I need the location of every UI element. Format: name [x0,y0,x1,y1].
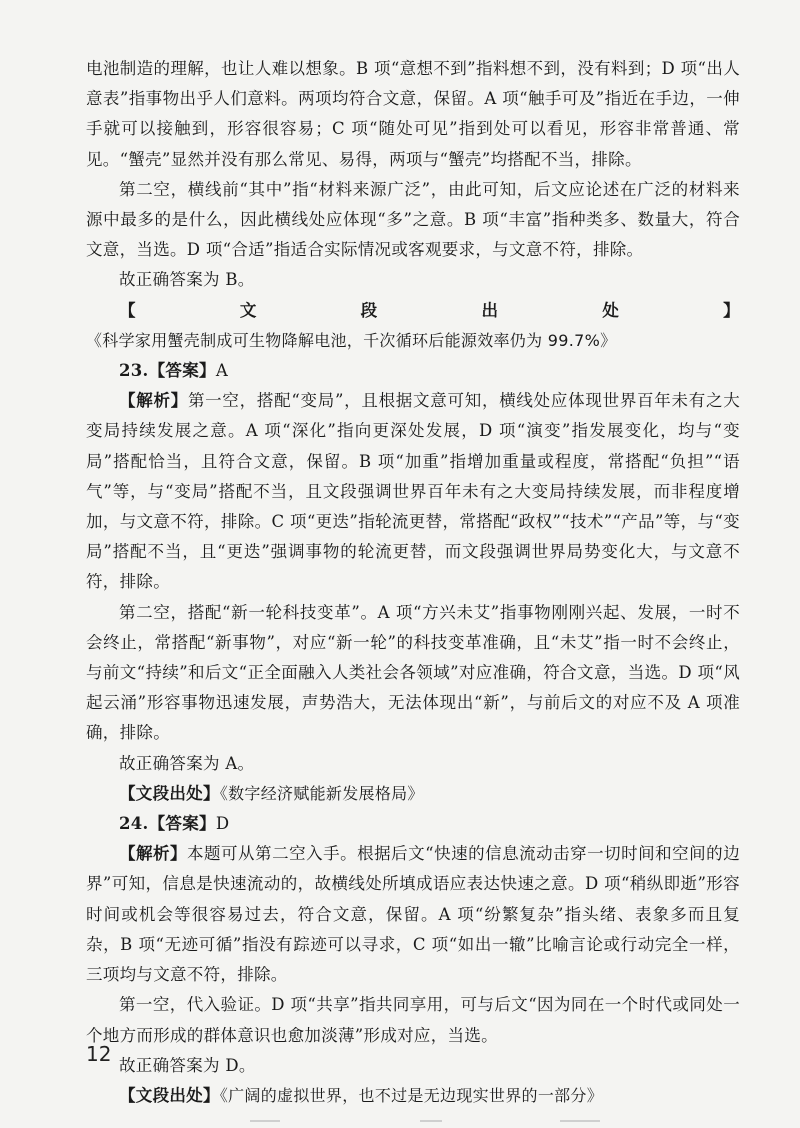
question-23-explanation-2: 第二空，搭配“新一轮科技变革”。A 项“方兴未艾”指事物刚刚兴起、发展，一时不会终止，常搭配“新事物”，对应“新一轮”的科技变革准确，且“未艾”指一时不会终止，与前文“持续”和后文“正全面融入人类社会各领域”对应准确，符合文意，当选。D 项“风起云涌”形容事物迅速发展，声势浩大，无法体现出“新”，与前后文的对应不及 A 项准确，排除。 [86,602,740,743]
scan-artifact [560,1120,600,1122]
scan-artifact [420,1120,442,1122]
source-title: 《数字经济赋能新发展格局》 [219,783,424,803]
source-label: 【文段出处】 [119,1085,220,1105]
source-label: 【文段出处】 [119,300,740,320]
question-number: 23. [119,361,149,381]
answer-label: 【答案】 [148,814,216,834]
question-number: 24. [119,814,149,834]
source-title: 《科学家用蟹壳制成可生物降解电池，千次循环后能源效率仍为 99.7%》 [86,330,617,350]
paragraph-continuation: 电池制造的理解，也让人难以想象。B 项“意想不到”指料想不到，没有料到；D 项“出人意表”指事物出乎人们意料。两项均符合文意，保留。A 项“触手可及”指近在手边，一伸手就可以接触到，形容很容易；C 项“随处可见”指到处可以看见，形容非常普通、常见。“蟹壳”显然并没有那么常见、易得，两项与“蟹壳”均搭配不当，排除。 [86,59,740,169]
answer-line-23: 故正确答案为 A。 [119,753,255,773]
source-line-22 [86,296,740,356]
answer-value: A [215,361,229,381]
answer-line-24: 故正确答案为 D。 [119,1055,256,1075]
source-line-23 [86,779,740,809]
explanation-label: 【解析】 [119,844,188,864]
explanation-text: 本题可从第二空入手。根据后文“快速的信息流动击穿一切时间和空间的边界”可知，信息是快速流动的，故横线处所填成语应表达快速之意。D 项“稍纵即逝”形容时间或机会等很容易过去，符合文意，保留。A 项“纷繁复杂”指头绪、表象多而且复杂，B 项“无迹可循”指没有踪迹可以寻求，C 项“如出一辙”比喻言论或行动完全一样，三项均与文意不符，排除。 [86,844,740,985]
answer-line-22: 故正确答案为 B。 [119,270,255,290]
source-title: 《广阔的虚拟世界，也不过是无边现实世界的一部分》 [219,1085,604,1105]
explanation-text: 第一空，搭配“变局”，且根据文意可知，横线处应体现世界百年未有之大变局持续发展之意。A 项“深化”指向更深处发展，D 项“演变”指发展变化，均与“变局”搭配恰当，且符合文意，保留。B 项“加重”指增加重量或程度，常搭配“负担”“语气”等，与“变局”搭配不当，且文段强调世界百年未有之大变局持续发展，而非程度增加，与文意不符，排除。C 项“更迭”指轮流更替，常搭配“政权”“技术”“产品”等，与“变局”搭配不当，且“更迭”强调事物的轮流更替，而文段强调世界局势变化大，与文意不符，排除。 [86,391,740,592]
question-24-explanation-1 [86,839,740,990]
paragraph-second-blank: 第二空，横线前“其中”指“材料来源广泛”，由此可知，后文应论述在广泛的材料来源中最多的是什么，因此横线处应体现“多”之意。B 项“丰富”指种类多、数量大，符合文意，当选。D 项“合适”指适合实际情况或客观要求，与文意不符，排除。 [86,179,740,260]
question-23-heading [86,356,740,386]
source-line-24 [86,1081,740,1111]
explanation-label: 【解析】 [119,391,188,411]
question-23-explanation-1 [86,386,740,597]
scan-artifact [250,1120,280,1122]
source-label: 【文段出处】 [119,783,220,803]
answer-value: D [215,814,230,834]
answer-label: 【答案】 [148,361,216,381]
page-number: 12 [86,1042,112,1066]
question-24-explanation-2: 第一空，代入验证。D 项“共享”指共同享用，可与后文“因为同在一个时代或同处一个地方而形成的群体意识也愈加淡薄”形成对应，当选。 [86,995,740,1045]
question-24-heading [86,809,740,839]
